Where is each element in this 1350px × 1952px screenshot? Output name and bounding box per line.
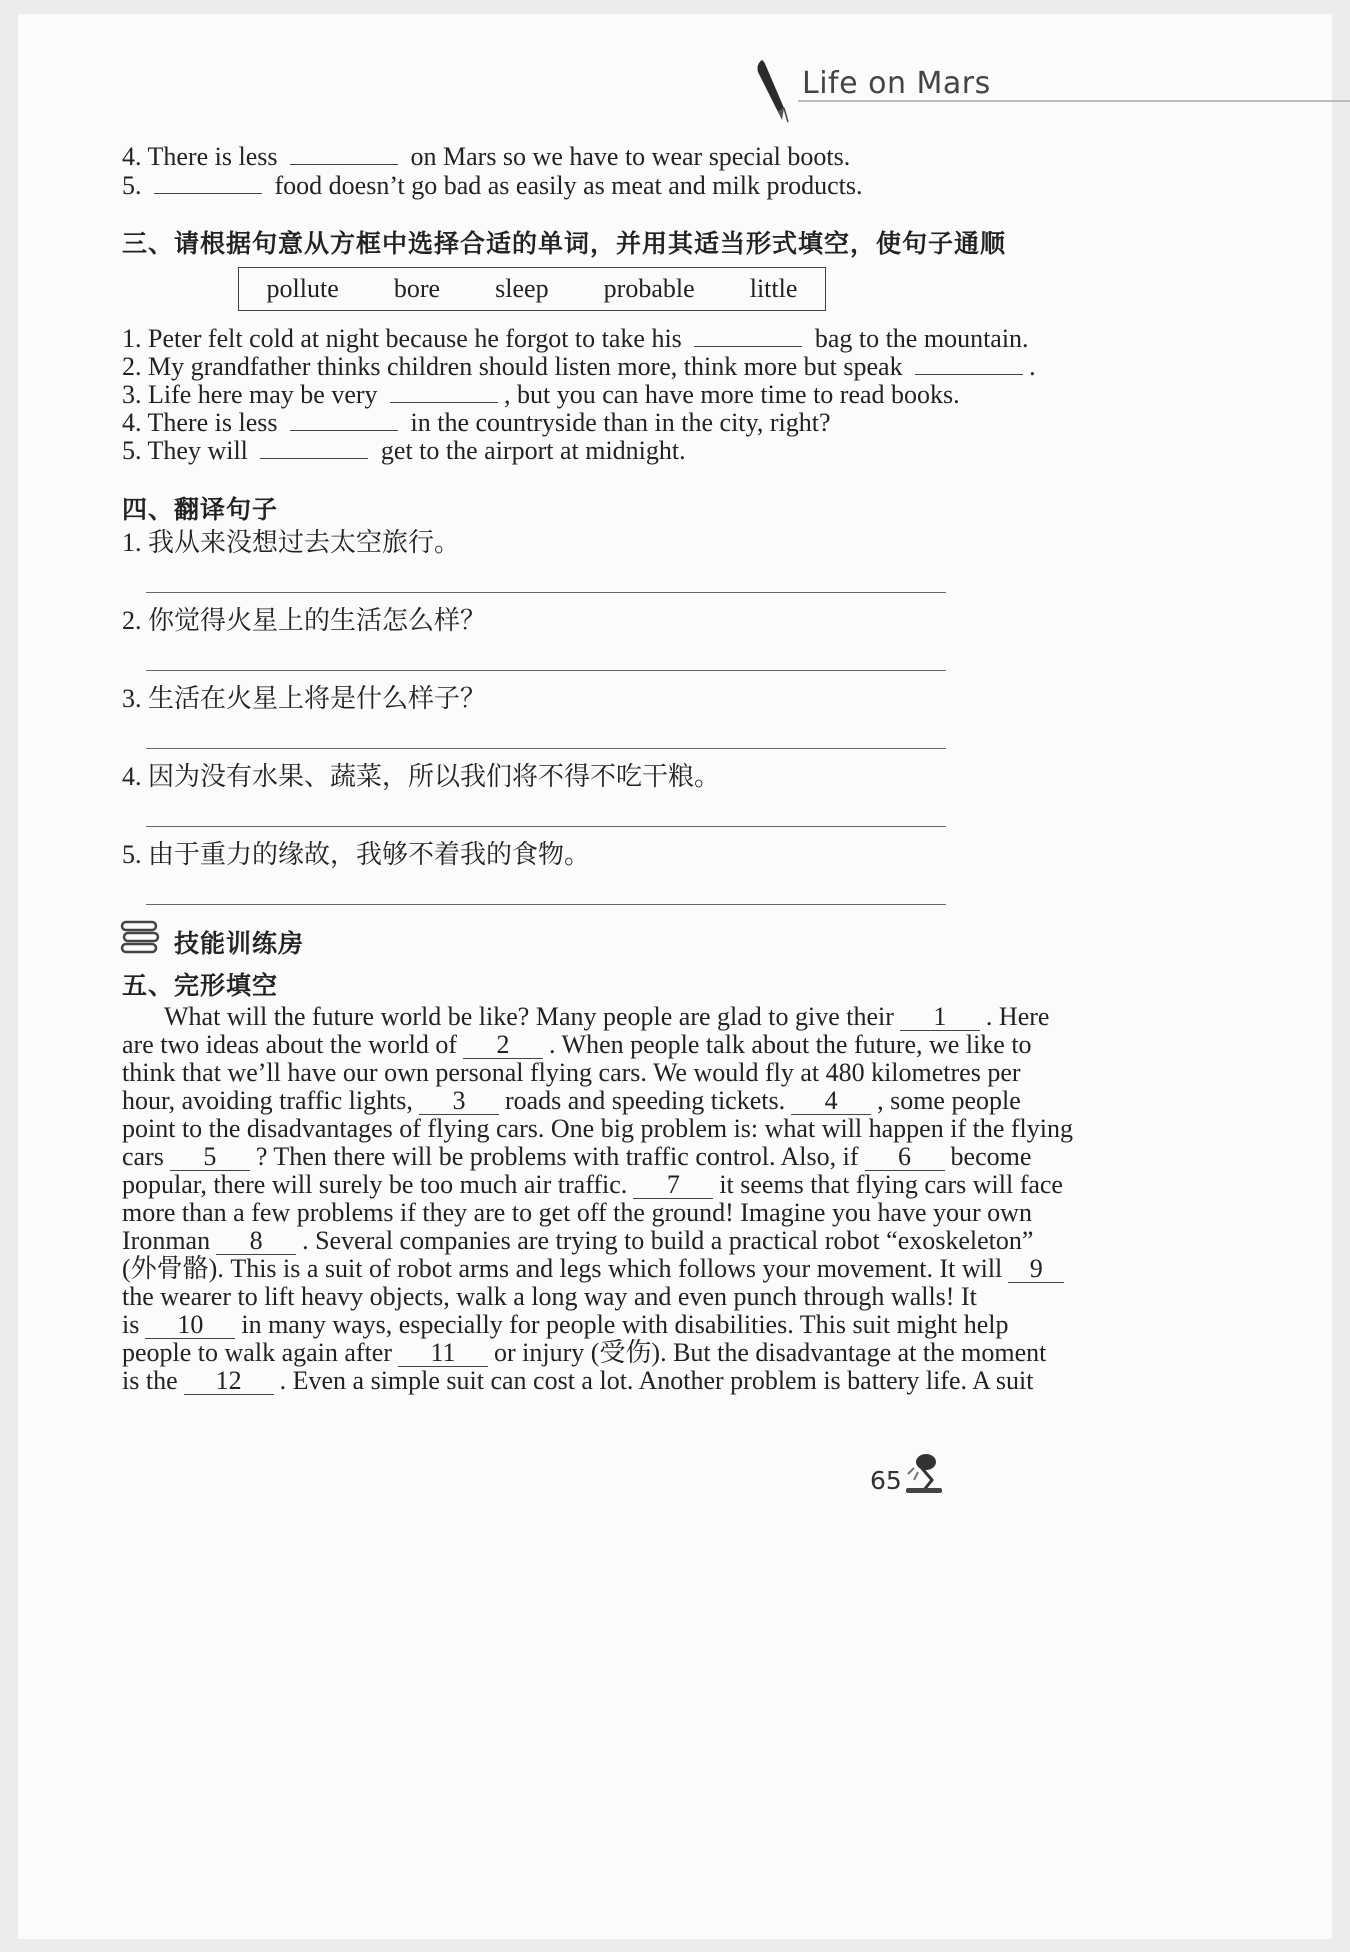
passage-line: popular, there will surely be too much air traffic. 7 it seems that flying cars will face [122,1170,1063,1199]
cloze-blank[interactable]: 9 [1008,1256,1064,1283]
answer-line[interactable] [146,748,946,749]
pen-icon [748,54,808,124]
word-option: little [749,274,798,303]
cloze-blank[interactable]: 7 [633,1172,713,1199]
section5-title: 五、完形填空 [122,971,279,1000]
passage-line: more than a few problems if they are to get off the ground! Imagine you have your own [122,1198,1032,1227]
answer-line[interactable] [146,826,946,827]
list-item: 3. Life here may be very , but you can have more time to read books. [122,376,960,412]
list-item: 4. There is less on Mars so we have to wear special boots. [122,138,850,174]
answer-line[interactable] [146,592,946,593]
passage-line: is 10 in many ways, especially for people with disabilities. This suit might help [122,1310,1009,1339]
translation-item: 4. 因为没有水果、蔬菜，所以我们将不得不吃干粮。 [122,762,721,791]
section4-items [122,522,1222,922]
fill-blank[interactable] [694,320,802,347]
word-box [238,267,826,311]
fill-blank[interactable] [915,348,1023,375]
cloze-blank[interactable]: 4 [791,1088,871,1115]
fill-blank[interactable] [290,138,398,165]
passage-line: think that we’ll have our own personal flying cars. We would fly at 480 kilometres per [122,1058,1021,1087]
page-number: 65 [870,1466,902,1495]
passage-line: is the 12 . Even a simple suit can cost a lot. Another problem is battery life. A suit [122,1366,1034,1395]
passage-line: Ironman 8 . Several companies are trying to build a practical robot “exoskeleton” [122,1226,1034,1255]
cloze-blank[interactable]: 1 [900,1004,980,1031]
list-item: 5. food doesn’t go bad as easily as meat and milk products. [122,167,863,203]
passage-line: are two ideas about the world of 2 . When people talk about the future, we like to [122,1030,1032,1059]
cloze-blank[interactable]: 3 [419,1088,499,1115]
passage-line: people to walk again after 11 or injury (受伤). But the disadvantage at the moment [122,1338,1047,1367]
section4-title: 四、翻译句子 [122,495,279,524]
workbook-page [18,14,1332,1939]
answer-line[interactable] [146,670,946,671]
word-option: bore [393,274,441,303]
answer-line[interactable] [146,904,946,905]
cloze-blank[interactable]: 6 [865,1144,945,1171]
passage-line: hour, avoiding traffic lights, 3 roads and speeding tickets. 4 , some people [122,1086,1021,1115]
header-rule [798,100,1350,102]
translation-item: 1. 我从来没想过去太空旅行。 [122,528,461,557]
list-item: 2. My grandfather thinks children should listen more, think more but speak . [122,348,1036,384]
list-item: 5. They will get to the airport at midnight. [122,432,686,468]
word-option: sleep [495,274,549,303]
skills-title: 技能训练房 [174,929,305,958]
fill-blank[interactable] [390,376,498,403]
lamp-icon [900,1446,950,1496]
passage-line: cars 5 ? Then there will be problems with traffic control. Also, if 6 become [122,1142,1032,1171]
passage-line: What will the future world be like? Many people are glad to give their 1 . Here [164,1002,1050,1031]
books-icon [120,920,160,954]
passage-line: the wearer to lift heavy objects, walk a long way and even punch through walls! It [122,1282,977,1311]
word-option: pollute [266,274,339,303]
fill-blank[interactable] [260,432,368,459]
word-option: probable [603,274,695,303]
translation-item: 2. 你觉得火星上的生活怎么样？ [122,606,487,635]
cloze-blank[interactable]: 5 [170,1144,250,1171]
cloze-blank[interactable]: 8 [216,1228,296,1255]
cloze-blank[interactable]: 12 [184,1368,274,1395]
cloze-blank[interactable]: 10 [145,1312,235,1339]
translation-item: 5. 由于重力的缘故，我够不着我的食物。 [122,840,591,869]
translation-item: 3. 生活在火星上将是什么样子？ [122,684,487,713]
section3-title: 三、请根据句意从方框中选择合适的单词，并用其适当形式填空，使句子通顺 [122,229,1007,258]
list-item: 1. Peter felt cold at night because he forgot to take his bag to the mountain. [122,320,1029,356]
passage-line: (外骨骼). This is a suit of robot arms and legs which follows your movement. It will 9 [122,1252,1070,1286]
passage-line: point to the disadvantages of flying cars. One big problem is: what will happen if the flying [122,1114,1073,1143]
fill-blank[interactable] [290,404,398,431]
cloze-blank[interactable]: 11 [398,1340,488,1367]
list-item: 4. There is less in the countryside than in the city, right? [122,404,831,440]
fill-blank[interactable] [154,167,262,194]
header-title: Life on Mars [802,66,991,101]
cloze-passage [122,1000,1242,1420]
cloze-blank[interactable]: 2 [463,1032,543,1059]
